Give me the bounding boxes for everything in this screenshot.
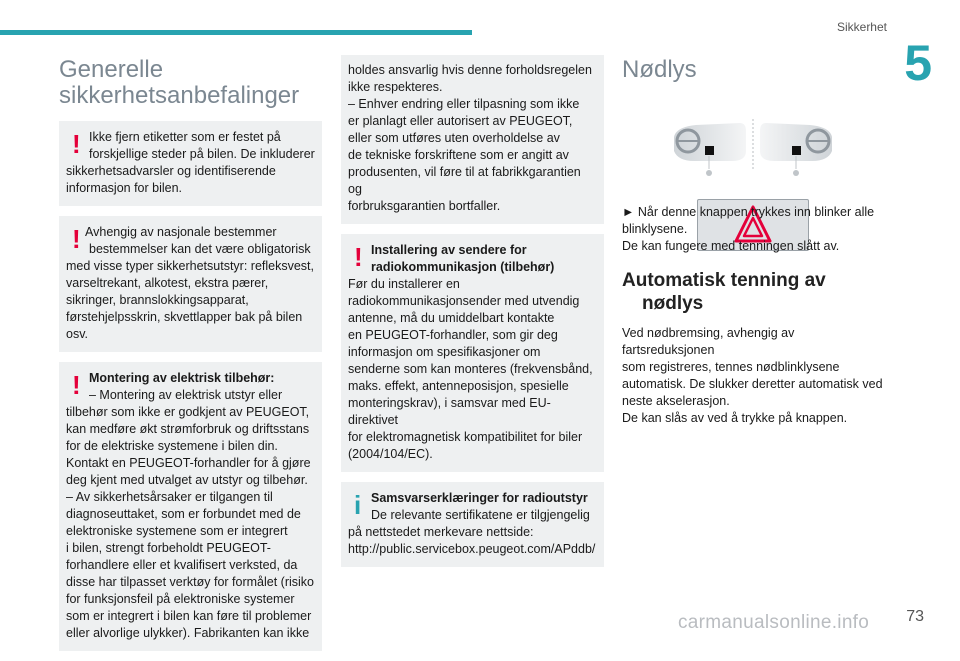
left-hand-drive-console-icon xyxy=(674,123,746,176)
page-title: Generelle sikkerhetsanbefalinger xyxy=(59,56,300,109)
dashboard-illustration xyxy=(622,89,884,199)
hazard-illustration xyxy=(622,89,884,199)
right-hand-drive-console-icon xyxy=(760,123,832,176)
section-title: Sikkerhet xyxy=(836,20,887,34)
warning-box-labels: ! Ikke fjern etiketter som er festet på forskjellige steder på bilen. De inkluderer sikkerhetsadvarsler og identifiserende informasjon for bilen. xyxy=(59,121,322,206)
column-2 xyxy=(341,55,604,577)
warning-exclamation-icon: ! xyxy=(72,370,81,400)
chapter-number: 5 xyxy=(904,35,932,91)
info-i-icon: i xyxy=(354,490,362,520)
page-number: 73 xyxy=(906,608,924,625)
column-1 xyxy=(59,52,322,661)
column-3 xyxy=(622,52,884,425)
warning-exclamation-icon: ! xyxy=(354,242,363,272)
warning-exclamation-icon: ! xyxy=(72,224,81,254)
warning-exclamation-icon: ! xyxy=(72,129,81,159)
warning-box-radio-transmitters: ! Installering av sendere for radiokommunikasjon (tilbehør) Før du installerer en radiokommunikasjonsender med utvendig antenne, må du umiddelbart kontakte en PEUGEOT-forhandler, som gir deg informasjon om spesifikasjoner om senderne som kan monteres (frekvensbånd, maks. effekt, antenneposisjon, spesielle monteringskrav), i samsvar med EU-direktivet for elektromagnetisk kompatibilitet for biler (2004/104/EC). xyxy=(341,234,604,472)
section-heading-hazard: Nødlys xyxy=(622,56,697,83)
warning-box-continued: holdes ansvarlig hvis denne forholdsregelen ikke respekteres. – Enhver endring eller tilpasning som ikke er planlagt eller autorisert av PEUGEOT, eller som utføres uten overholdelse av de tekniske forskriftene som er angitt av produsenten, vil føre til at fabrikkgarantien og forbruksgarantien bortfaller. xyxy=(341,55,604,224)
hazard-text: ► Når denne knappen trykkes inn blinker alle blinklysene. De kan fungere med tenningen slått av. Automatisk tenning av nødlys Ved nødbremsing, avhengig av fartsreduksjonen som registreres, tennes nødblinklysene automatisk. De slukker deretter automatisk ved neste akselerasjon. De kan slås av ved å trykke på knappen. xyxy=(622,205,883,425)
header-accent-bar xyxy=(0,30,472,35)
warning-box-electrical-accessories: ! Montering av elektrisk tilbehør: – Montering av elektrisk utstyr eller tilbehør som ikke er godkjent av PEUGEOT, kan medføre økt strømforbruk og driftsstans for de elektriske systemene i bilen din. Kontakt en PEUGEOT-forhandler for å gjøre deg kjent med utvalget av utstyr og tilbehør. – Av sikkerhetsårsaker er tilgangen til diagnoseuttaket, som er forbundet med de elektroniske systemene som er integrert i bilen, strengt forbeholdt PEUGEOT- forhandlere eller et kvalifisert verksted, da disse har tilpasset verktøy for formålet (risiko for funksjonsfeil på elektroniske systemer som er integrert i bilen kan føre til problemer eller alvorlige ulykker). Fabrikanten kan ikke xyxy=(59,362,322,651)
info-box-radio-conformity: i Samsvarserklæringer for radioutstyr De relevante sertifikatene er tilgjengelig på nettstedet merkevare nettside: http://public.servicebox.peugeot.com/APddb/ xyxy=(341,482,604,567)
warning-box-national: ! Avhengig av nasjonale bestemmer bestemmelser kan det være obligatorisk med visse typer sikkerhetsutstyr: refleksvest, varseltrekant, alkotest, ekstra pærer, sikringer, brannslokkingsapparat, førstehjelpsskrin, skvettlapper bak på bilen osv. xyxy=(59,216,322,352)
watermark: carmanualsonline.info xyxy=(678,612,870,633)
section-heading-auto-hazard: Automatisk tenning av nødlys xyxy=(622,270,826,314)
